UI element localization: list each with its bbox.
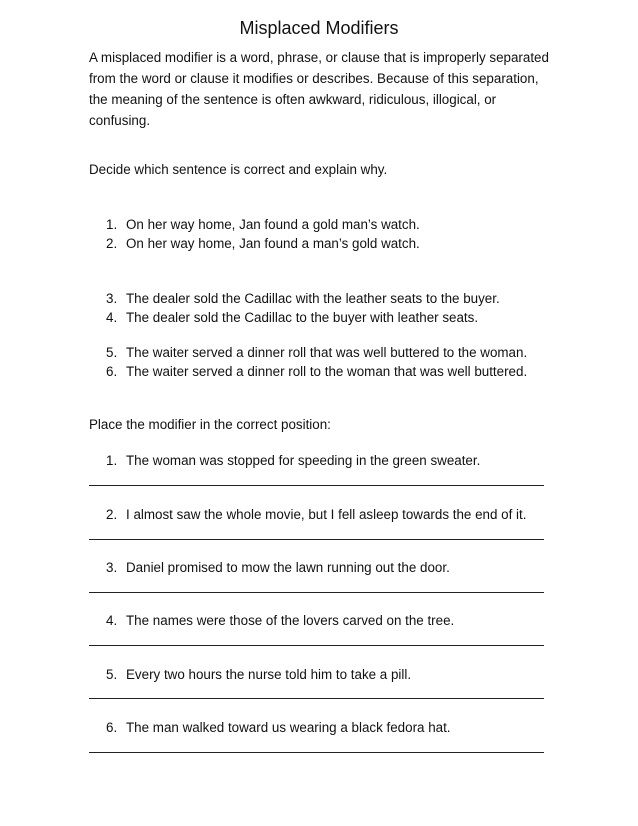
item-text: Every two hours the nurse told him to take a pill. [126, 667, 412, 682]
item-number: 2. [106, 507, 118, 522]
item-number: 4. [106, 310, 118, 325]
item-text: On her way home, Jan found a man’s gold watch. [126, 236, 420, 251]
section1-item [106, 308, 478, 328]
section2-item [106, 611, 454, 631]
answer-line[interactable] [89, 698, 544, 699]
section2-instruction: Place the modifier in the correct position: [89, 417, 331, 432]
section1-item [106, 215, 420, 235]
item-number: 3. [106, 560, 118, 575]
item-number: 1. [106, 453, 118, 468]
item-text: The dealer sold the Cadillac to the buyer with leather seats. [126, 310, 479, 325]
section1-instruction: Decide which sentence is correct and explain why. [89, 162, 388, 177]
section1-item [106, 362, 527, 382]
intro-paragraph: A misplaced modifier is a word, phrase, or clause that is improperly separated from the word or clause it modifies or describes. Because of this separation, the meaning of the sentence is often awkward, ridiculous, illogical, or confusing. [89, 50, 549, 128]
answer-line[interactable] [89, 752, 544, 753]
section1-item [106, 289, 500, 309]
section1-item [106, 234, 420, 254]
item-text: The names were those of the lovers carved on the tree. [126, 613, 455, 628]
section2-item [106, 558, 450, 578]
item-number: 6. [106, 720, 118, 735]
item-number: 2. [106, 236, 118, 251]
section2-item [106, 665, 411, 685]
item-text: The man walked toward us wearing a black fedora hat. [126, 720, 451, 735]
item-number: 5. [106, 667, 118, 682]
item-text: On her way home, Jan found a gold man’s watch. [126, 217, 420, 232]
item-text: Daniel promised to mow the lawn running out the door. [126, 560, 450, 575]
section1-item [106, 343, 527, 363]
page-title: Misplaced Modifiers [239, 18, 399, 38]
item-number: 3. [106, 291, 118, 306]
item-text: The dealer sold the Cadillac with the leather seats to the buyer. [126, 291, 500, 306]
section2-item [106, 451, 480, 471]
item-text: The waiter served a dinner roll to the woman that was well buttered. [126, 364, 528, 379]
answer-line[interactable] [89, 485, 544, 486]
item-number: 1. [106, 217, 118, 232]
item-number: 5. [106, 345, 118, 360]
item-number: 4. [106, 613, 118, 628]
answer-line[interactable] [89, 645, 544, 646]
section2-item [106, 718, 451, 738]
section2-item [106, 505, 526, 525]
item-text: The woman was stopped for speeding in the green sweater. [126, 453, 481, 468]
answer-line[interactable] [89, 539, 544, 540]
answer-line[interactable] [89, 592, 544, 593]
item-text: I almost saw the whole movie, but I fell asleep towards the end of it. [126, 507, 527, 522]
item-text: The waiter served a dinner roll that was well buttered to the woman. [126, 345, 528, 360]
item-number: 6. [106, 364, 118, 379]
